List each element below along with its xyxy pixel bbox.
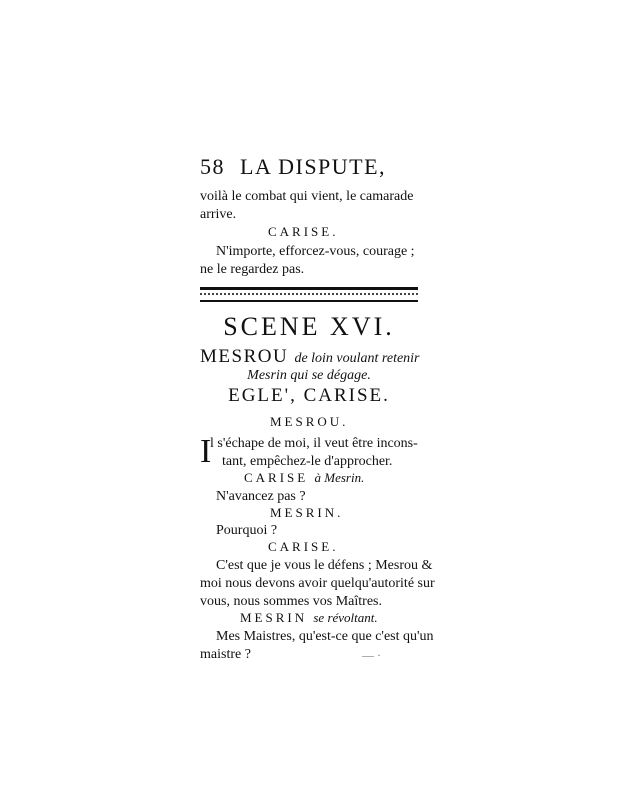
text-line: vous, nous sommes vos Maîtres. — [200, 594, 382, 609]
text-line: Pourquoi ? — [216, 523, 278, 538]
text-line: N'importe, efforcez-vous, courage ; — [216, 244, 415, 259]
header-title: LA DISPUTE, — [240, 154, 387, 179]
cast-name: MESROU — [200, 346, 289, 367]
text-line: Mes Maistres, qu'est-ce que c'est qu'un — [216, 629, 434, 644]
text-line: arrive. — [200, 207, 237, 222]
text-line: voilà le combat qui vient, le camarade — [200, 189, 414, 204]
stage-direction: se révoltant. — [313, 610, 378, 625]
stage-direction: de loin voulant retenir — [294, 351, 420, 366]
speaker-name — [244, 470, 364, 486]
speaker-label: MESRIN — [240, 610, 308, 625]
text-line: maistre ? — [200, 647, 251, 662]
cast-line: EGLE', CARISE. — [228, 385, 390, 406]
page-number: 58 — [200, 154, 225, 179]
speaker-name: MESROU. — [270, 414, 349, 429]
ornamental-rule — [200, 287, 418, 302]
running-header — [200, 154, 386, 180]
text-line: l s'échape de moi, il veut être incons- — [210, 436, 418, 451]
text-line: ne le regardez pas. — [200, 262, 305, 277]
scene-title: SCENE XVI. — [223, 312, 395, 341]
speaker-label: CARISE — [244, 470, 309, 485]
speaker-name: MESRIN. — [270, 505, 344, 520]
text-line: moi nous devons avoir quelqu'autorité sur — [200, 576, 435, 591]
speaker-name — [240, 610, 378, 626]
page-mark: — · — [362, 648, 381, 662]
stage-direction: Mesrin qui se dégage. — [247, 368, 371, 383]
ornament-dots — [200, 293, 418, 296]
text-line: C'est que je vous le défens ; Mesrou & — [216, 558, 433, 573]
text-line: N'avancez pas ? — [216, 489, 306, 504]
drop-cap: I — [200, 433, 212, 470]
speaker-name: CARISE. — [268, 539, 339, 554]
speaker-name: CARISE. — [268, 224, 339, 239]
text-line: tant, empêchez-le d'approcher. — [222, 454, 393, 469]
stage-direction: à Mesrin. — [314, 470, 365, 485]
cast-line — [200, 346, 420, 368]
